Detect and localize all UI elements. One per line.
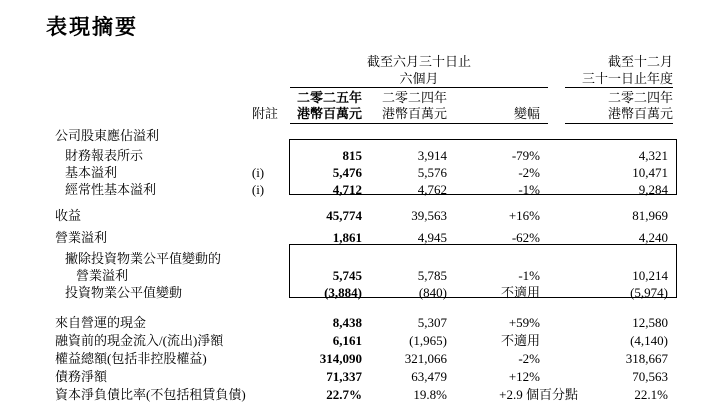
- value-2024-fy: 81,969: [632, 208, 668, 223]
- value-2024-hy: 3,914: [417, 148, 447, 163]
- table-row: [0, 350, 707, 368]
- value-2025-hy: 5,476: [332, 165, 362, 180]
- table-row: [0, 250, 707, 268]
- table-row: [0, 314, 707, 332]
- value-change: +59%: [508, 315, 540, 330]
- period-header-line2: 三十一日止年度: [581, 71, 673, 86]
- value-2024-fy: 10,471: [632, 165, 668, 180]
- value-2025-hy: 314,090: [319, 351, 362, 366]
- value-change: -2%: [518, 351, 540, 366]
- row-label: 基本溢利: [65, 165, 118, 180]
- col-2025-unit-header: 港幣百萬元: [296, 106, 362, 121]
- row-label: 債務淨額: [55, 369, 108, 384]
- row-label: 營業溢利: [55, 230, 108, 245]
- col-2024-hy-unit-header: 港幣百萬元: [381, 106, 447, 121]
- value-2024-fy: 12,580: [632, 315, 668, 330]
- value-change: 不適用: [500, 285, 540, 300]
- table-row: [0, 207, 707, 225]
- row-label: 撇除投資物業公平值變動的: [65, 251, 222, 266]
- value-2024-fy: 4,321: [638, 148, 668, 163]
- value-2025-hy: 8,438: [332, 315, 362, 330]
- value-2024-hy: (840): [418, 285, 447, 300]
- value-change: -62%: [511, 230, 540, 245]
- value-2024-fy: (5,974): [630, 285, 668, 300]
- value-change: 不適用: [500, 333, 540, 348]
- row-label: 公司股東應佔溢利: [55, 128, 160, 143]
- value-2024-hy: (1,965): [409, 333, 447, 348]
- value-2025-hy: (3,884): [324, 285, 362, 300]
- value-change: -2%: [518, 165, 540, 180]
- row-label: 收益: [55, 208, 82, 223]
- change-column-header: 變幅: [513, 106, 540, 121]
- page-title: 表現摘要: [46, 15, 138, 39]
- col-2025-year-header: 二零二五年: [296, 90, 362, 105]
- value-2025-hy: 6,161: [332, 333, 362, 348]
- row-label: 來自營運的現金: [55, 315, 147, 330]
- period-header-line1: 截至六月三十日止: [366, 54, 471, 69]
- row-label: 資本淨負債比率(不包括租賃負債): [55, 387, 246, 402]
- table-row: [0, 127, 707, 145]
- value-change: +12%: [508, 369, 540, 384]
- header-rule-bottom-left: [290, 123, 548, 124]
- note-ref: (i): [251, 165, 265, 180]
- value-2025-hy: 22.7%: [326, 387, 362, 402]
- col-2024-hy-year-header: 二零二四年: [381, 90, 447, 105]
- row-label: 經常性基本溢利: [65, 182, 157, 197]
- value-2025-hy: 1,861: [332, 230, 362, 245]
- value-change: -79%: [511, 148, 540, 163]
- value-2025-hy: 4,712: [332, 182, 362, 197]
- table-row: [0, 368, 707, 386]
- period-header-line1: 截至十二月: [607, 54, 673, 69]
- period-header-line2: 六個月: [399, 71, 439, 86]
- col-2024-fy-year-header: 二零二四年: [607, 90, 673, 105]
- header-unit-row: [0, 106, 707, 122]
- notes-column-header: 附註: [251, 106, 278, 121]
- note-ref: (i): [251, 182, 265, 197]
- table-row: [0, 181, 707, 199]
- header-rule-top-left: [290, 87, 548, 88]
- value-2025-hy: 45,774: [326, 208, 362, 223]
- value-2024-fy: 70,563: [632, 369, 668, 384]
- value-2024-fy: 10,214: [632, 268, 668, 283]
- row-label: 營業溢利: [76, 268, 129, 283]
- table-row: [0, 386, 707, 404]
- value-2024-fy: 9,284: [638, 182, 668, 197]
- table-row: [0, 229, 707, 247]
- value-2024-hy: 5,307: [417, 315, 447, 330]
- value-2024-fy: 4,240: [638, 230, 668, 245]
- header-rule-top-right: [565, 87, 673, 88]
- row-label: 投資物業公平值變動: [65, 285, 183, 300]
- value-2024-fy: 22.1%: [634, 387, 668, 402]
- value-2024-hy: 63,479: [411, 369, 447, 384]
- header-year-row: [0, 90, 707, 106]
- table-row: [0, 332, 707, 350]
- row-label: 融資前的現金流入/(流出)淨額: [55, 333, 224, 348]
- value-2024-fy: 318,667: [625, 351, 668, 366]
- value-2024-hy: 321,066: [404, 351, 447, 366]
- row-label: 財務報表所示: [65, 148, 144, 163]
- row-label: 權益總額(包括非控股權益): [55, 351, 207, 366]
- value-2024-hy: 19.8%: [413, 387, 447, 402]
- value-2025-hy: 71,337: [326, 369, 362, 384]
- value-2024-hy: 5,576: [417, 165, 447, 180]
- value-2024-hy: 4,945: [417, 230, 447, 245]
- table-row: [0, 284, 707, 302]
- period-header-six-months: [290, 53, 548, 87]
- col-2024-fy-unit-header: 港幣百萬元: [607, 106, 673, 121]
- header-rule-bottom-right: [565, 123, 673, 124]
- period-header-full-year: [555, 53, 673, 87]
- value-2025-hy: 5,745: [332, 268, 362, 283]
- table-row: [0, 147, 707, 165]
- value-change: +2.9 個百分點: [499, 387, 578, 402]
- table-row: [0, 267, 707, 285]
- value-change: -1%: [518, 182, 540, 197]
- value-change: +16%: [508, 208, 540, 223]
- value-2025-hy: 815: [342, 148, 362, 163]
- value-2024-fy: (4,140): [630, 333, 668, 348]
- value-change: -1%: [518, 268, 540, 283]
- value-2024-hy: 39,563: [411, 208, 447, 223]
- value-2024-hy: 4,762: [417, 182, 447, 197]
- table-row: [0, 164, 707, 182]
- value-2024-hy: 5,785: [417, 268, 447, 283]
